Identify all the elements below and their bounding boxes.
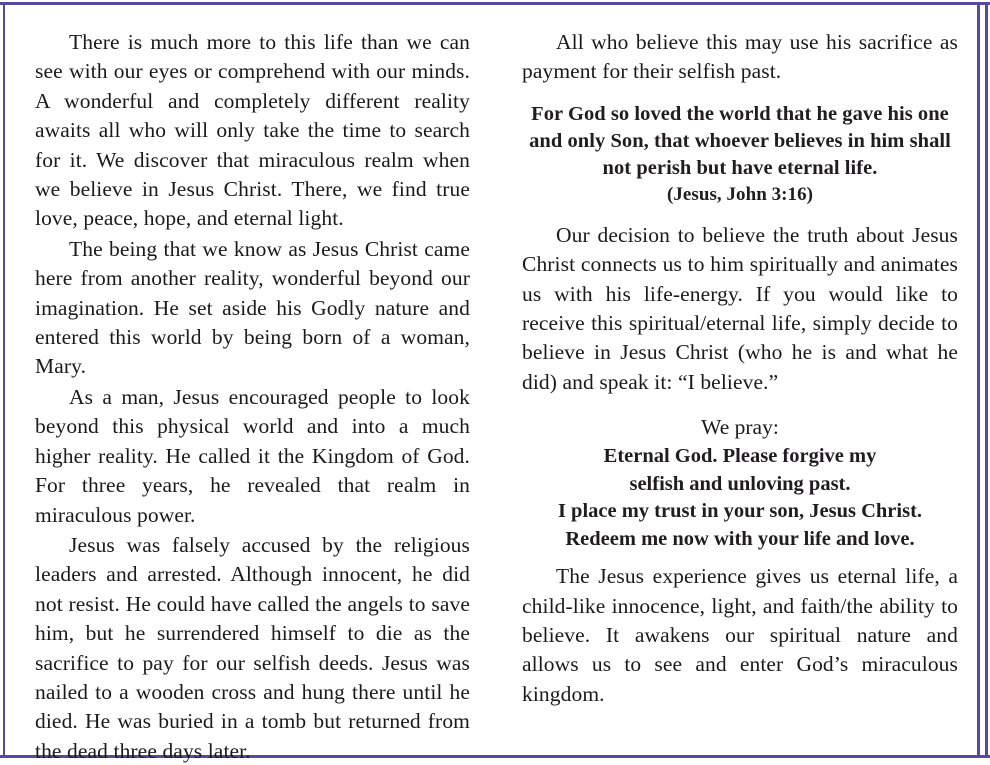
right-text-column bbox=[495, 0, 990, 765]
paragraph-sacrifice-payment: All who believe this may use his sacrifice as payment for their selfish past. bbox=[522, 30, 958, 84]
paragraph-kingdom-of-god: As a man, Jesus encouraged people to look beyond this physical world and into a much higher reality. He called it the Kingdom of God. For three years, he revealed that realm in miraculous power. bbox=[35, 384, 470, 527]
paragraph-jesus-origin: The being that we know as Jesus Christ came here from another reality, wonderful beyond our imagination. He set aside his Godly nature and entered this world by being born of a woman, Mary. bbox=[35, 236, 470, 379]
prayer-line-1: Eternal God. Please forgive my bbox=[603, 445, 877, 468]
paragraph-life-reality: There is much more to this life than we can see with our eyes or comprehend with our minds. A wonderful and completely different reality awaits all who will only take the time to search for it. We discover that miraculous realm when we believe in Jesus Christ. There, we find true love, peace, hope, and eternal light. bbox=[35, 30, 470, 231]
prayer-line-4: Redeem me now with your life and love. bbox=[565, 527, 915, 550]
pray-heading: We pray: bbox=[701, 415, 779, 440]
scripture-quote-block bbox=[522, 101, 958, 207]
paragraph-crucifixion: Jesus was falsely accused by the religious leaders and arrested. Although innocent, he did not resist. He could have called the angels to save him, but he surrendered himself to die as the sacrifice to pay for our selfish deeds. Jesus was nailed to a wooden cross and hung there until he died. He was buried in a tomb but returned from the dead three days later. bbox=[35, 532, 470, 763]
scripture-attribution: (Jesus, John 3:16) bbox=[666, 183, 814, 205]
paragraph-jesus-experience: The Jesus experience gives us eternal life, a child-like innocence, light, and faith/the ability to believe. It awakens our spiritual nature and allows us to see and enter God’s miraculous kingdom. bbox=[522, 564, 958, 706]
prayer-line-3: I place my trust in your son, Jesus Christ. bbox=[557, 500, 923, 523]
spacer-after-prayer bbox=[522, 553, 958, 562]
scripture-quote-text: For God so loved the world that he gave his one and only Son, that whoever believes in him shall not perish but have eternal life. bbox=[529, 102, 951, 179]
prayer-block bbox=[522, 443, 958, 553]
prayer-line-2: selfish and unloving past. bbox=[629, 472, 851, 495]
spacer-after-scripture bbox=[522, 207, 958, 221]
paragraph-decision-to-believe: Our decision to believe the truth about Jesus Christ connects us to him spiritually and animates us with his life-energy. If you would like to receive this spiritual/eternal life, simply decide to believe in Jesus Christ (who he is and what he did) and speak it: “I believe.” bbox=[522, 222, 958, 394]
